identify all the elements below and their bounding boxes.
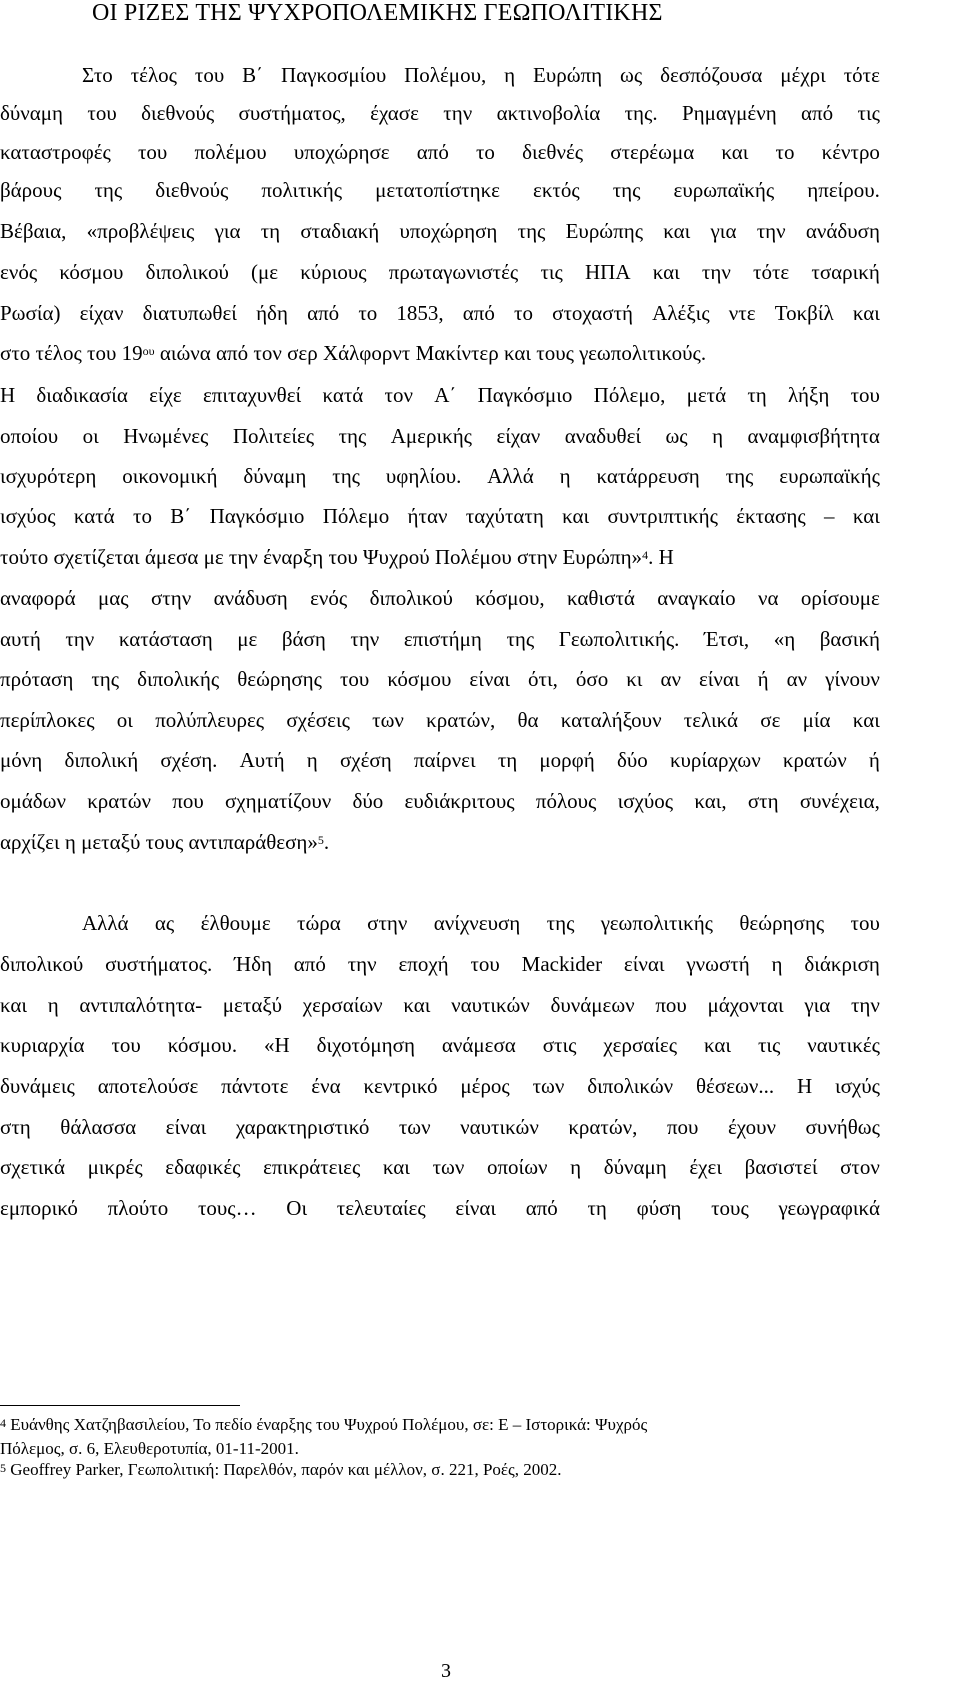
text-line: αναφορά μας στην ανάδυση ενός διπολικού κόσμου, καθιστά αναγκαίο να ορίσουμε: [0, 586, 880, 610]
text-line: αυτή την κατάσταση με βάση την επιστήμη της Γεωπολιτικής. Έτσι, «η βασική: [0, 627, 880, 651]
footnote-4: [0, 1415, 885, 1435]
text-line: ενός κόσμου διπολικού (με κύριους πρωταγωνιστές τις ΗΠΑ και την τότε τσαρική: [0, 260, 880, 284]
footnote-number: 5: [0, 1461, 6, 1475]
footnote-text: Πόλεμος, σ. 6, Ελευθεροτυπία, 01-11-2001.: [0, 1439, 299, 1458]
text-line: σχετικά μικρές εδαφικές επικράτειες και των οποίων η δύναμη έχει βασιστεί στον: [0, 1155, 880, 1179]
footnote-separator: [0, 1405, 240, 1406]
text-line: δύναμη του διεθνούς συστήματος, έχασε την ακτινοβολία της. Ρημαγμένη από τις: [0, 101, 880, 125]
text-line: εμπορικό πλούτο τους… Οι τελευταίες είναι από τη φύση τους γεωγραφικά: [0, 1196, 880, 1220]
footnote-5: [0, 1460, 562, 1480]
text-line: Αλλά ας έλθουμε τώρα στην ανίχνευση της γεωπολιτικής θεώρησης του: [82, 911, 880, 935]
footnote-text: Geoffrey Parker, Γεωπολιτική: Παρελθόν, παρόν και μέλλον, σ. 221, Ροές, 2002.: [10, 1460, 562, 1479]
text-line: αρχίζει η μεταξύ τους αντιπαράθεση»$^5$.: [0, 830, 330, 854]
text-line: στη θάλασσα είναι χαρακτηριστικό των ναυτικών κρατών, που έχουν συνήθως: [0, 1115, 880, 1139]
footnote-text: Ευάνθης Χατζηβασιλείου, Το πεδίο έναρξης του Ψυχρού Πολέμου, σε: Ε – Ιστορικά: Ψυχρός: [10, 1415, 648, 1434]
text-line: και η αντιπαλότητα- μεταξύ χερσαίων και ναυτικών δυνάμεων που μάχονται για την: [0, 993, 880, 1017]
text-line: διπολικού συστήματος. Ήδη από την εποχή του Mackider είναι γνωστή η διάκριση: [0, 952, 880, 976]
text-line: δυνάμεις αποτελούσε πάντοτε ένα κεντρικό μέρος των διπολικών θέσεων... Η ισχύς: [0, 1074, 880, 1098]
text-line: τούτο σχετίζεται άμεσα με την έναρξη του Ψυχρού Πολέμου στην Ευρώπη»$^4$. Η: [0, 545, 674, 569]
text-line: καταστροφές του πολέμου υποχώρησε από το διεθνές στερέωμα και το κέντρο: [0, 140, 880, 164]
page-header: ΟΙ ΡΙΖΕΣ ΤΗΣ ΨΥΧΡΟΠΟΛΕΜΙΚΗΣ ΓΕΩΠΟΛΙΤΙΚΗΣ: [92, 0, 663, 26]
text-line: ισχυρότερη οικονομική δύναμη της υφηλίου. Αλλά η κατάρρευση της ευρωπαϊκής: [0, 464, 880, 488]
footnote-4-continued: [0, 1439, 299, 1459]
text-line: μόνη διπολική σχέση. Αυτή η σχέση παίρνει τη μορφή δύο κυρίαρχων κρατών ή: [0, 748, 880, 772]
page-number: 3: [441, 1660, 451, 1682]
text-line: κυριαρχία του κόσμου. «Η διχοτόμηση ανάμεσα στις χερσαίες και τις ναυτικές: [0, 1033, 880, 1057]
text-line: βάρους της διεθνούς πολιτικής μετατοπίστηκε εκτός της ευρωπαϊκής ηπείρου.: [0, 178, 880, 202]
text-line: ομάδων κρατών που σχηματίζουν δύο ευδιάκριτους πόλους ισχύος και, στη συνέχεια,: [0, 789, 880, 813]
footnote-ref-4[interactable]: 4: [642, 548, 649, 562]
text-line: Ρωσία) είχαν διατυπωθεί ήδη από το 1853, από το στοχαστή Αλέξις ντε Τοκβίλ και: [0, 301, 880, 325]
footnote-number: 4: [0, 1416, 6, 1430]
text-line: περίπλοκες οι πολύπλευρες σχέσεις των κρατών, θα καταλήξουν τελικά σε μία και: [0, 708, 880, 732]
text-line: Η διαδικασία είχε επιταχυνθεί κατά τον Α΄ Παγκόσμιο Πόλεμο, μετά τη λήξη του: [0, 383, 880, 407]
text-line: οποίου οι Ηνωμένες Πολιτείες της Αμερικής είχαν αναδυθεί ως η αναμφισβήτητα: [0, 424, 880, 448]
footnote-ref-5[interactable]: 5: [317, 833, 324, 847]
text-line: στο τέλος του $19^{o\upsilon}$ αιώνα από τον σερ Χάλφορντ Μακίντερ και τους γεωπολιτικούς.: [0, 341, 707, 365]
text-line: Βέβαια, «προβλέψεις για τη σταδιακή υποχώρηση της Ευρώπης και για την ανάδυση: [0, 219, 880, 243]
text-line: ισχύος κατά το Β΄ Παγκόσμιο Πόλεμο ήταν ταχύτατη και συντριπτικής έκτασης – και: [0, 504, 880, 528]
superscript: ου: [142, 344, 155, 358]
text-line: Στο τέλος του Β΄ Παγκοσμίου Πολέμου, η Ευρώπη ως δεσπόζουσα μέχρι τότε: [82, 63, 880, 87]
text-line: πρόταση της διπολικής θεώρησης του κόσμου είναι ότι, όσο κι αν είναι ή αν γίνουν: [0, 667, 880, 691]
